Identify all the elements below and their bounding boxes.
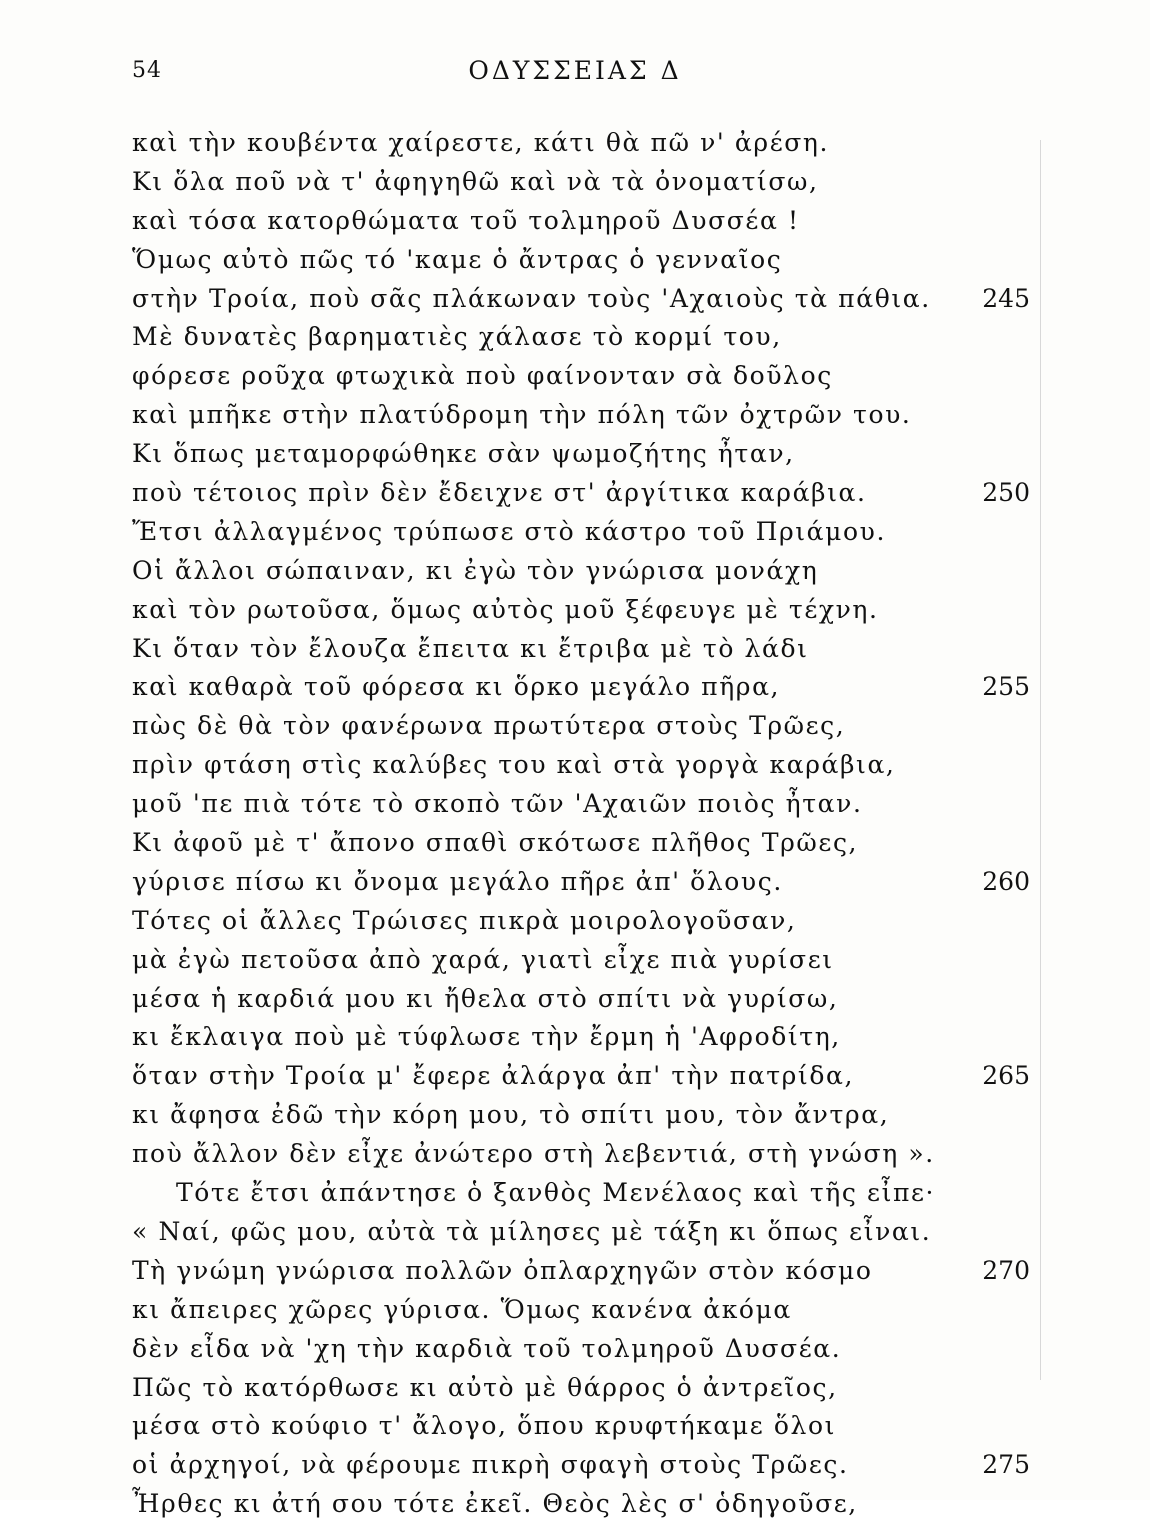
verse-line	[132, 1485, 1030, 1524]
verse-text: πὼς δὲ θὰ τὸν φανέρωνα πρωτύτερα στοὺς Τρῶες,	[132, 711, 846, 741]
verse-text: καὶ καθαρὰ τοῦ φόρεσα κι ὅρκο μεγάλο πῆρα,	[132, 672, 781, 702]
verse-text: γύρισε πίσω κι ὄνομα μεγάλο πῆρε ἀπ' ὅλους.	[132, 866, 783, 896]
verse-text: Κι ὅταν τὸν ἔλουζα ἔπειτα κι ἔτριβα μὲ τὸ λάδι	[132, 633, 809, 663]
verse-line	[132, 746, 1030, 785]
verse-line	[132, 707, 1030, 746]
verse-line	[132, 357, 1030, 396]
verse-line	[132, 941, 1030, 980]
verse-text: καὶ μπῆκε στὴν πλατύδρομη τὴν πόλη τῶν ὀχτρῶν του.	[132, 400, 912, 430]
verse-line	[132, 785, 1030, 824]
verse-list	[132, 124, 1030, 1524]
verse-line	[132, 124, 1030, 163]
verse-line	[132, 902, 1030, 941]
verse-line	[132, 241, 1030, 280]
verse-text: οἱ ἀρχηγοί, νὰ φέρουμε πικρὴ σφαγὴ στοὺς Τρῶες.	[132, 1450, 849, 1480]
verse-line	[132, 1174, 1030, 1213]
line-number: 255	[982, 672, 1030, 702]
verse-text: Κι ὅλα ποῦ νὰ τ' ἀφηγηθῶ καὶ νὰ τὰ ὀνοματίσω,	[132, 166, 819, 196]
verse-line	[132, 396, 1030, 435]
line-number: 245	[982, 283, 1030, 313]
verse-line	[132, 1369, 1030, 1408]
verse-text: Ἔτσι ἀλλαγμένος τρύπωσε στὸ κάστρο τοῦ Πριάμου.	[132, 516, 886, 546]
verse-text: ποὺ ἄλλον δὲν εἶχε ἀνώτερο στὴ λεβεντιά, στὴ γνώση ».	[132, 1139, 935, 1169]
verse-text: δὲν εἶδα νὰ 'χη τὴν καρδιὰ τοῦ τολμηροῦ Δυσσέα.	[132, 1333, 842, 1363]
verse-text: καὶ τόσα κατορθώματα τοῦ τολμηροῦ Δυσσέα !	[132, 205, 800, 235]
verse-line	[132, 824, 1030, 863]
verse-text: κι ἔκλαιγα ποὺ μὲ τύφλωσε τὴν ἔρμη ἡ 'Αφροδίτη,	[132, 1022, 841, 1052]
verse-line	[132, 1135, 1030, 1174]
verse-text: Τὴ γνώμη γνώρισα πολλῶν ὀπλαρχηγῶν στὸν κόσμο	[132, 1255, 873, 1285]
verse-text: Ὅμως αὐτὸ πῶς τό 'καμε ὁ ἄντρας ὁ γενναῖος	[132, 244, 783, 274]
verse-line	[132, 1446, 1030, 1485]
verse-text: κι ἄφησα ἐδῶ τὴν κόρη μου, τὸ σπίτι μου, τὸν ἄντρα,	[132, 1100, 890, 1130]
verse-text: Τότε ἔτσι ἀπάντησε ὁ ξανθὸς Μενέλαος καὶ τῆς εἶπε·	[176, 1178, 936, 1208]
verse-line	[132, 1330, 1030, 1369]
verse-text: στὴν Τροία, ποὺ σᾶς πλάκωναν τοὺς 'Αχαιοὺς τὰ πάθια.	[132, 283, 931, 313]
page-edge-shadow	[1040, 140, 1041, 1380]
verse-line	[132, 552, 1030, 591]
line-number: 270	[982, 1255, 1030, 1285]
verse-text: μέσα στὸ κούφιο τ' ἄλογο, ὅπου κρυφτήκαμε ὅλοι	[132, 1411, 836, 1441]
verse-text: μοῦ 'πε πιὰ τότε τὸ σκοπὸ τῶν 'Αχαιῶν ποιὸς ἦταν.	[132, 789, 863, 819]
verse-line	[132, 1018, 1030, 1057]
verse-text: μὰ ἐγὼ πετοῦσα ἀπὸ χαρά, γιατὶ εἶχε πιὰ γυρίσει	[132, 944, 834, 974]
running-head: ΟΔΥΣΣΕΙΑΣ Δ	[468, 56, 682, 85]
verse-line	[132, 435, 1030, 474]
verse-line	[132, 474, 1030, 513]
verse-line	[132, 668, 1030, 707]
verse-line	[132, 1291, 1030, 1330]
verse-line	[132, 863, 1030, 902]
verse-text: μέσα ἡ καρδιά μου κι ἤθελα στὸ σπίτι νὰ γυρίσω,	[132, 983, 839, 1013]
verse-line	[132, 1057, 1030, 1096]
verse-line	[132, 980, 1030, 1019]
verse-line	[132, 513, 1030, 552]
verse-text: Τότες οἱ ἄλλες Τρώισες πικρὰ μοιρολογοῦσαν,	[132, 905, 797, 935]
verse-text: Κι ἀφοῦ μὲ τ' ἄπονο σπαθὶ σκότωσε πλῆθος Τρῶες,	[132, 828, 859, 858]
verse-line	[132, 630, 1030, 669]
page-number: 54	[132, 58, 162, 83]
verse-text: Ἦρθες κι ἀτή σου τότε ἐκεῖ. Θεὸς λὲς σ' ὁδηγοῦσε,	[132, 1489, 858, 1519]
verse-text: πρὶν φτάση στὶς καλύβες του καὶ στὰ γοργὰ καράβια,	[132, 750, 896, 780]
verse-line	[132, 591, 1030, 630]
line-number: 275	[982, 1450, 1030, 1480]
verse-text: « Ναί, φῶς μου, αὐτὰ τὰ μίλησες μὲ τάξη κι ὅπως εἶναι.	[132, 1216, 932, 1246]
verse-line	[132, 1213, 1030, 1252]
line-number: 250	[982, 478, 1030, 508]
verse-line	[132, 202, 1030, 241]
verse-line	[132, 280, 1030, 319]
verse-text: Οἱ ἄλλοι σώπαιναν, κι ἐγὼ τὸν γνώρισα μονάχη	[132, 555, 819, 585]
verse-text: φόρεσε ροῦχα φτωχικὰ ποὺ φαίνονταν σὰ δοῦλος	[132, 361, 833, 391]
verse-text: Μὲ δυνατὲς βαρηματιὲς χάλασε τὸ κορμί του,	[132, 322, 782, 352]
verse-line	[132, 1252, 1030, 1291]
verse-line	[132, 1407, 1030, 1446]
verse-line	[132, 163, 1030, 202]
verse-text: Πῶς τὸ κατόρθωσε κι αὐτὸ μὲ θάρρος ὁ ἀντρεῖος,	[132, 1372, 838, 1402]
verse-line	[132, 1096, 1030, 1135]
verse-text: Κι ὅπως μεταμορφώθηκε σὰν ψωμοζήτης ἦταν,	[132, 439, 795, 469]
verse-line	[132, 318, 1030, 357]
verse-text: κι ἄπειρες χῶρες γύρισα. Ὅμως κανένα ἀκόμα	[132, 1294, 792, 1324]
line-number: 260	[982, 866, 1030, 896]
verse-text: ποὺ τέτοιος πρὶν δὲν ἔδειχνε στ' ἀργίτικα καράβια.	[132, 478, 867, 508]
verse-text: ὅταν στὴν Τροία μ' ἔφερε ἀλάργα ἀπ' τὴν πατρίδα,	[132, 1061, 855, 1091]
verse-text: καὶ τὴν κουβέντα χαίρεστε, κάτι θὰ πῶ ν' ἀρέση.	[132, 128, 830, 157]
verse-text: καὶ τὸν ρωτοῦσα, ὅμως αὐτὸς μοῦ ξέφευγε μὲ τέχνη.	[132, 594, 879, 624]
line-number: 265	[982, 1061, 1030, 1091]
